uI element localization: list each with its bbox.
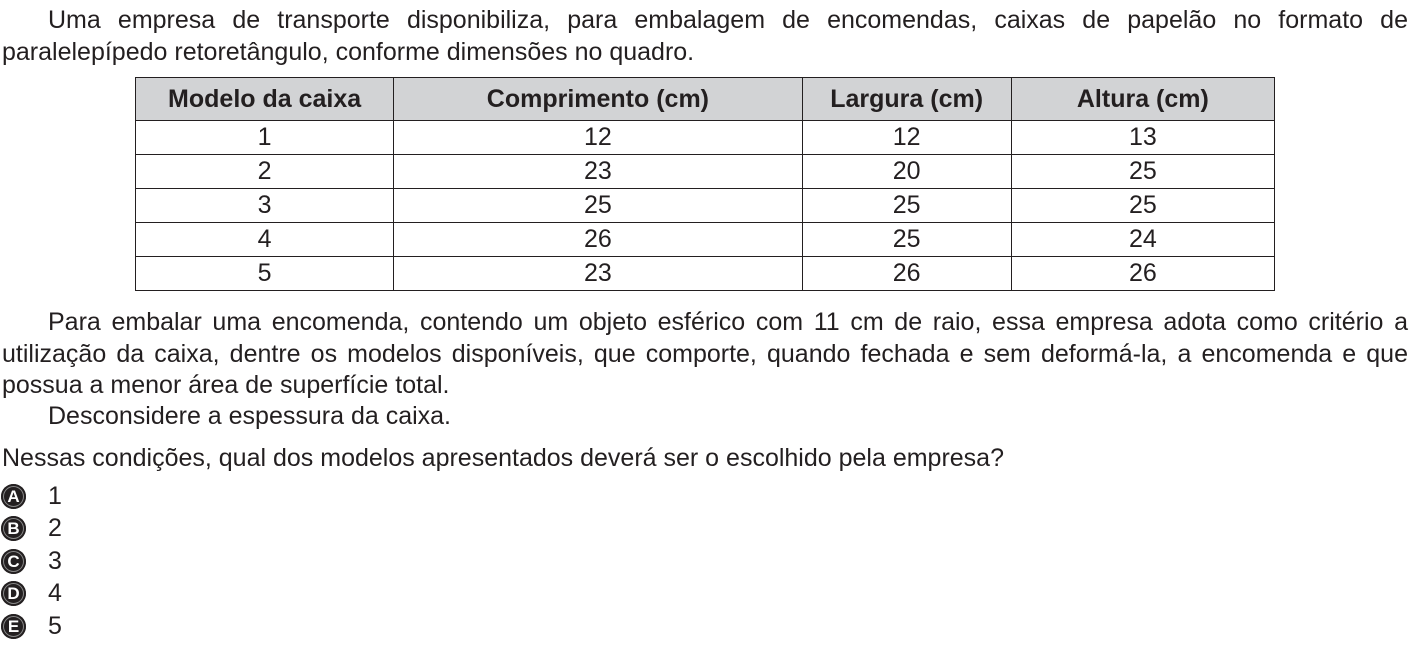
intro-paragraph: Uma empresa de transporte disponibiliza, para embalagem de encomendas, caixas de papelão no formato de paralelepípedo retoretângulo, conforme dimensões no quadro. <box>2 6 1408 66</box>
cell-modelo: 2 <box>136 155 394 189</box>
header-altura: Altura (cm) <box>1011 78 1274 121</box>
table-row <box>136 189 1275 223</box>
cell-modelo: 3 <box>136 189 394 223</box>
cell-modelo: 4 <box>136 223 394 257</box>
option-e-letter-icon: E <box>1 614 26 639</box>
option-d-letter-icon: D <box>1 581 26 606</box>
note-paragraph: Desconsidere a espessura da caixa. <box>48 402 452 430</box>
header-modelo: Modelo da caixa <box>136 78 394 121</box>
cell-comprimento: 23 <box>394 155 802 189</box>
box-dimensions-table <box>135 77 1275 291</box>
option-e-text: 5 <box>48 611 62 640</box>
option-d[interactable] <box>0 578 62 611</box>
cell-largura: 26 <box>802 257 1011 291</box>
table-row <box>136 121 1275 155</box>
option-a-letter-icon: A <box>1 484 26 509</box>
cell-comprimento: 26 <box>394 223 802 257</box>
option-e[interactable] <box>0 610 62 643</box>
option-a-text: 1 <box>48 481 62 510</box>
cell-altura: 24 <box>1011 223 1274 257</box>
option-c-text: 3 <box>48 546 62 575</box>
option-a[interactable] <box>0 480 62 513</box>
option-b-text: 2 <box>48 514 62 542</box>
option-b-letter-icon: B <box>1 516 26 541</box>
cell-comprimento: 25 <box>394 189 802 223</box>
option-b[interactable] <box>0 513 62 546</box>
cell-altura: 25 <box>1011 189 1274 223</box>
cell-modelo: 1 <box>136 121 394 155</box>
cell-largura: 25 <box>802 189 1011 223</box>
cell-modelo: 5 <box>136 257 394 291</box>
header-comprimento: Comprimento (cm) <box>394 78 802 121</box>
cell-comprimento: 12 <box>394 121 802 155</box>
cell-largura: 25 <box>802 223 1011 257</box>
cell-altura: 26 <box>1011 257 1274 291</box>
cell-altura: 13 <box>1011 121 1274 155</box>
question-text: Nessas condições, qual dos modelos apresentados deverá ser o escolhido pela empresa? <box>2 444 1004 472</box>
cell-altura: 25 <box>1011 155 1274 189</box>
option-c-letter-icon: C <box>1 549 26 574</box>
table-row <box>136 155 1275 189</box>
cell-comprimento: 23 <box>394 257 802 291</box>
answer-options <box>0 480 62 643</box>
criteria-paragraph: Para embalar uma encomenda, contendo um objeto esférico com 11 cm de raio, essa empresa adota como critério a utilização da caixa, dentre os modelos disponíveis, que comporte, quando fechada e sem deformá-la, a encomenda e que possua a menor área de superfície total. <box>2 308 1408 399</box>
table-row <box>136 257 1275 291</box>
cell-largura: 20 <box>802 155 1011 189</box>
cell-largura: 12 <box>802 121 1011 155</box>
option-d-text: 4 <box>48 579 62 607</box>
header-largura: Largura (cm) <box>802 78 1011 121</box>
table-header-row <box>136 78 1275 121</box>
option-c[interactable] <box>0 545 62 578</box>
table-row <box>136 223 1275 257</box>
